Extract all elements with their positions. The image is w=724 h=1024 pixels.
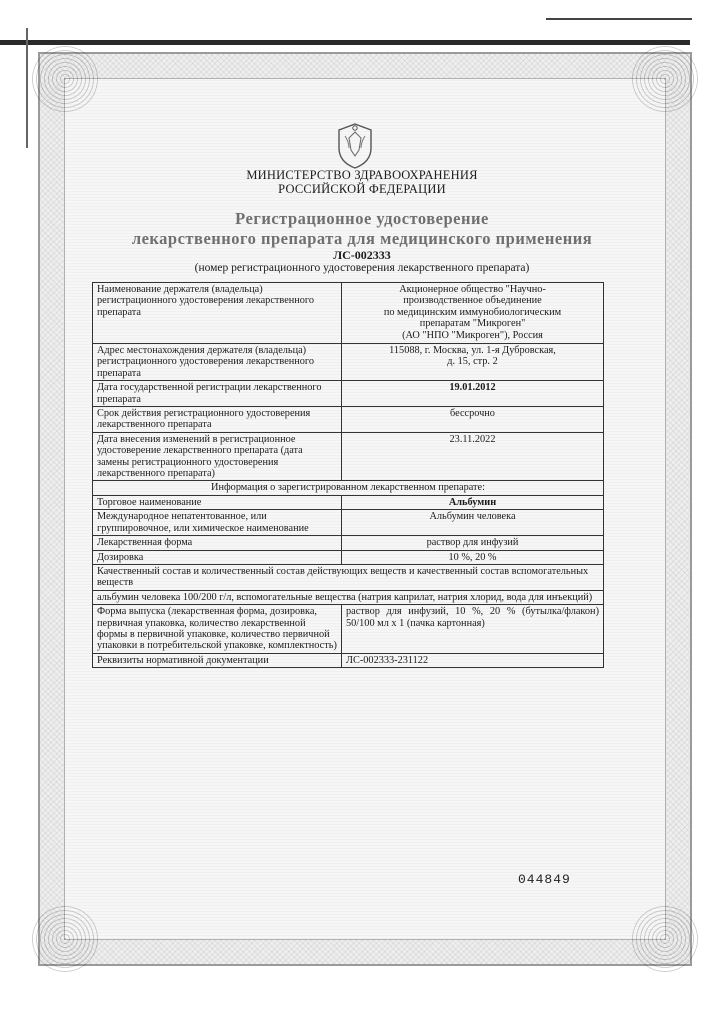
- trade-name-value: Альбумин: [342, 495, 604, 509]
- holder-name-label: Наименование держателя (владельца) регистрационного удостоверения лекарственного препарата: [93, 283, 342, 344]
- table-row: [93, 344, 604, 381]
- inn-label: Международное непатентованное, или группировочное, или химическое наименование: [93, 510, 342, 536]
- table-row: [93, 564, 604, 590]
- scan-artifact-top-right: [546, 18, 692, 20]
- registration-date-label: Дата государственной регистрации лекарственного препарата: [93, 381, 342, 407]
- table-row: [93, 510, 604, 536]
- change-date-value: 23.11.2022: [342, 432, 604, 481]
- table-row: [93, 495, 604, 509]
- composition-value: альбумин человека 100/200 г/л, вспомогательные вещества (натрия каприлат, натрия хлорид, вода для инъекций): [93, 590, 604, 604]
- document-title-line2: лекарственного препарата для медицинского применения: [131, 229, 593, 248]
- holder-address-line: 115088, г. Москва, ул. 1-я Дубровская,: [389, 345, 556, 356]
- holder-name-line: по медицинским иммунобиологическим: [383, 306, 562, 318]
- registration-number-caption: (номер регистрационного удостоверения лекарственного препарата): [194, 262, 530, 274]
- trade-name-label: Торговое наименование: [93, 495, 342, 509]
- registration-number: ЛС-002333: [333, 248, 391, 262]
- holder-address-label: Адрес местонахождения держателя (владельца) регистрационного удостоверения лекарственного препарата: [93, 344, 342, 381]
- dosage-form-label: Лекарственная форма: [93, 536, 342, 550]
- dosage-label: Дозировка: [93, 550, 342, 564]
- blank-serial-number: 044849: [518, 872, 571, 887]
- holder-name-line: Акционерное общество "Научно-: [399, 284, 546, 295]
- table-row: [93, 381, 604, 407]
- normative-docs-label: Реквизиты нормативной документации: [93, 653, 342, 667]
- validity-label: Срок действия регистрационного удостоверения лекарственного препарата: [93, 407, 342, 433]
- corner-rosette-icon: [630, 904, 700, 974]
- holder-name-line: (АО "НПО "Микроген"), Россия: [402, 329, 543, 341]
- product-section-title: Информация о зарегистрированном лекарственном препарате:: [93, 481, 604, 495]
- inn-value: Альбумин человека: [342, 510, 604, 536]
- corner-rosette-icon: [30, 44, 100, 114]
- table-row: [93, 550, 604, 564]
- table-row: [93, 283, 604, 344]
- table-row: [93, 432, 604, 481]
- dosage-value: 10 %, 20 %: [342, 550, 604, 564]
- corner-rosette-icon: [630, 44, 700, 114]
- table-row: [93, 590, 604, 604]
- holder-name-line: производственное объединение: [403, 295, 542, 307]
- ministry-name-line2: РОССИЙСКОЙ ФЕДЕРАЦИИ: [278, 182, 446, 196]
- holder-address-line: д. 15, стр. 2: [447, 356, 498, 368]
- table-row: [93, 536, 604, 550]
- registration-date-value: 19.01.2012: [342, 381, 604, 407]
- holder-name-line: препаратам "Микроген": [419, 318, 526, 330]
- composition-label: Качественный состав и количественный состав действующих веществ и качественный состав вспомогательных веществ: [93, 564, 604, 590]
- holder-name-value: [342, 283, 604, 344]
- dosage-form-value: раствор для инфузий: [342, 536, 604, 550]
- document-title-line1: Регистрационное удостоверение: [235, 209, 489, 228]
- validity-value: бессрочно: [342, 407, 604, 433]
- coat-of-arms-icon: [331, 120, 379, 172]
- table-row: [93, 481, 604, 495]
- change-date-label: Дата внесения изменений в регистрационное удостоверение лекарственного препарата (дата замены регистрационного удостоверения лекарственного препарата): [93, 432, 342, 481]
- holder-address-value: [342, 344, 604, 381]
- corner-rosette-icon: [30, 904, 100, 974]
- table-row: [93, 653, 604, 667]
- release-form-label: Форма выпуска (лекарственная форма, дозировка, первичная упаковка, количество лекарственной формы в первичной упаковке, количество первичной упаковки в потребительской упаковке, комплектность): [93, 605, 342, 654]
- table-row: [93, 605, 604, 654]
- scan-artifact-left: [26, 28, 28, 148]
- certificate-table: [92, 282, 604, 668]
- table-row: [93, 407, 604, 433]
- scan-artifact-line: [0, 40, 690, 45]
- normative-docs-value: ЛС-002333-231122: [342, 653, 604, 667]
- ministry-name-line1: МИНИСТЕРСТВО ЗДРАВООХРАНЕНИЯ: [246, 168, 478, 182]
- release-form-value: раствор для инфузий, 10 %, 20 % (бутылка/флакон) 50/100 мл х 1 (пачка картонная): [342, 605, 604, 654]
